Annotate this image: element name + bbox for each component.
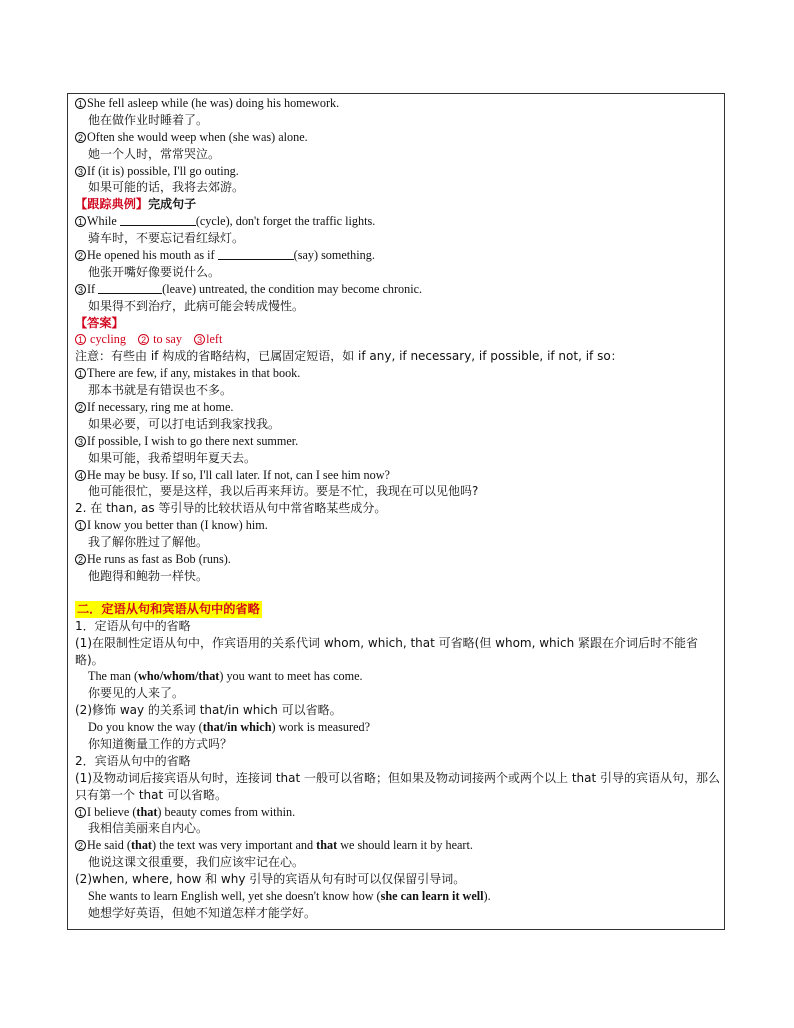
translation: 他在做作业时睡着了。 <box>88 112 209 127</box>
circled-number: 2 <box>75 250 86 261</box>
circled-number: 1 <box>75 807 86 818</box>
translation: 如果必要，可以打电话到我家找我。 <box>88 416 281 431</box>
rule-2: (2)修饰 way 的关系词 that/in which 可以省略。 <box>75 703 342 718</box>
sentence-en: ) work is measured? <box>271 720 370 735</box>
subsection-1-title: 1．定语从句中的省略 <box>75 618 191 633</box>
circled-number: 2 <box>75 132 86 143</box>
omitted-word: that <box>131 838 152 853</box>
sentence-en: we should learn it by heart. <box>337 838 473 853</box>
translation: 你要见的人来了。 <box>88 686 185 701</box>
sentence-en: If possible, I wish to go there next summer. <box>87 433 299 448</box>
circled-number: 3 <box>75 166 86 177</box>
translation: 骑车时，不要忘记看红绿灯。 <box>88 231 245 246</box>
rule-2-example <box>75 719 723 736</box>
sentence-en: ) you want to meet has come. <box>219 669 363 684</box>
example-3 <box>75 163 723 180</box>
circled-number: 1 <box>75 520 86 531</box>
rule-3-example-2 <box>75 837 723 854</box>
translation: 她一个人时，常常哭泣。 <box>88 146 221 161</box>
answer-label: 【答案】 <box>75 315 124 330</box>
rule-3: (1)及物动词后接宾语从句时，连接词 that 一般可以省略；但如果及物动词接两个或两个以上 that 引导的宾语从句，那么只有第一个 that 可以省略。 <box>75 770 720 802</box>
emphasized-word: that <box>316 838 338 853</box>
compare-example-1 <box>75 517 723 534</box>
question-text: (cycle), don't forget the traffic lights. <box>195 214 376 229</box>
translation: 如果可能的话，我将去郊游。 <box>88 180 245 195</box>
answers <box>75 331 723 348</box>
question-text: While <box>87 214 120 229</box>
compare-example-2 <box>75 551 723 568</box>
circled-number: 1 <box>75 368 86 379</box>
follow-label: 【跟踪典例】 <box>75 197 149 212</box>
sentence-en: ). <box>483 889 491 904</box>
rule-4: (2)when, where, how 和 why 引导的宾语从句有时可以仅保留引导词。 <box>75 872 466 887</box>
circled-number: 3 <box>194 334 205 345</box>
sentence-en: If necessary, ring me at home. <box>87 400 234 415</box>
question-1 <box>75 213 723 230</box>
sentence-en: Do you know the way ( <box>88 720 203 735</box>
note-example-1 <box>75 365 723 382</box>
sentence-en: She fell asleep while (he was) doing his homework. <box>87 96 340 110</box>
document-content <box>75 95 723 922</box>
translation: 他跑得和鲍勃一样快。 <box>88 568 209 583</box>
translation: 你知道衡量工作的方式吗？ <box>88 736 233 751</box>
circled-number: 2 <box>138 334 149 345</box>
section-title: 二．定语从句和宾语从句中的省略 <box>77 601 260 616</box>
answer-3: left <box>206 332 223 347</box>
question-text: (leave) untreated, the condition may become chronic. <box>162 281 423 296</box>
follow-title: 完成句子 <box>148 197 197 212</box>
note-example-3 <box>75 433 723 450</box>
translation: 如果得不到治疗，此病可能会转成慢性。 <box>88 298 305 313</box>
sentence-en: There are few, if any, mistakes in that book. <box>87 366 301 381</box>
answer-1: cycling <box>90 332 126 347</box>
spacer <box>75 585 723 601</box>
omitted-word: that/in which <box>202 720 272 735</box>
question-3 <box>75 281 723 298</box>
circled-number: 1 <box>75 216 86 227</box>
sentence-en: ) the text was very important and <box>152 838 317 853</box>
circled-number: 2 <box>75 840 86 851</box>
omitted-word: who/whom/that <box>138 669 220 684</box>
translation: 我了解你胜过了解他。 <box>88 535 209 550</box>
example-2 <box>75 129 723 146</box>
circled-number: 2 <box>75 554 86 565</box>
sentence-en: I know you better than (I know) him. <box>87 518 268 533</box>
circled-number: 4 <box>75 470 86 481</box>
translation: 那本书就是有错误也不多。 <box>88 383 233 398</box>
answer-blank[interactable] <box>120 214 196 226</box>
question-text: (say) something. <box>293 248 375 263</box>
sentence-en: I believe ( <box>87 804 137 819</box>
circled-number: 1 <box>75 334 86 345</box>
circled-number: 3 <box>75 284 86 295</box>
note-example-2 <box>75 399 723 416</box>
note-example-4 <box>75 467 723 484</box>
rule-3-example-1 <box>75 804 723 821</box>
circled-number: 1 <box>75 98 86 109</box>
translation: 我相信美丽来自内心。 <box>88 821 209 836</box>
sentence-en: He said ( <box>87 838 131 853</box>
point-2-title: 2. 在 than, as 等引导的比较状语从句中常省略某些成分。 <box>75 501 387 516</box>
answer-blank[interactable] <box>218 248 294 260</box>
answer-blank[interactable] <box>98 282 162 294</box>
sentence-en: If (it is) possible, I'll go outing. <box>87 163 239 178</box>
question-text: If <box>87 281 99 296</box>
example-1 <box>75 95 723 112</box>
sentence-en: She wants to learn English well, yet she doesn't know how ( <box>88 889 381 904</box>
circled-number: 2 <box>75 402 86 413</box>
translation: 如果可能，我希望明年夏天去。 <box>88 450 257 465</box>
rule-1-example <box>75 668 723 685</box>
omitted-words: she can learn it well <box>380 889 484 904</box>
follow-heading <box>75 196 723 213</box>
omitted-word: that <box>136 804 158 819</box>
sentence-en: ) beauty comes from within. <box>157 804 296 819</box>
note: 注意：有些由 if 构成的省略结构，已属固定短语，如 if any, if necessary, if possible, if not, if so： <box>75 349 623 364</box>
translation: 他张开嘴好像要说什么。 <box>88 264 221 279</box>
subsection-2-title: 2．宾语从句中的省略 <box>75 753 191 768</box>
circled-number: 3 <box>75 436 86 447</box>
translation: 他可能很忙，要是这样，我以后再来拜访。要是不忙，我现在可以见他吗? <box>88 484 479 499</box>
section-heading <box>75 601 723 618</box>
sentence-en: He may be busy. If so, I'll call later. If not, can I see him now? <box>87 467 390 482</box>
sentence-en: He runs as fast as Bob (runs). <box>87 552 231 567</box>
rule-1: (1)在限制性定语从句中，作宾语用的关系代词 whom, which, that 可省略(但 whom, which 紧跟在介词后时不能省略)。 <box>75 635 699 667</box>
sentence-en: Often she would weep when (she was) alone. <box>87 129 308 144</box>
question-text: He opened his mouth as if <box>87 248 218 263</box>
rule-4-example <box>75 888 723 905</box>
sentence-en: The man ( <box>88 669 139 684</box>
translation: 他说这课文很重要，我们应该牢记在心。 <box>88 855 305 870</box>
answer-2: to say <box>153 332 182 347</box>
translation: 她想学好英语，但她不知道怎样才能学好。 <box>88 905 317 920</box>
question-2 <box>75 247 723 264</box>
answer-heading <box>75 315 723 332</box>
